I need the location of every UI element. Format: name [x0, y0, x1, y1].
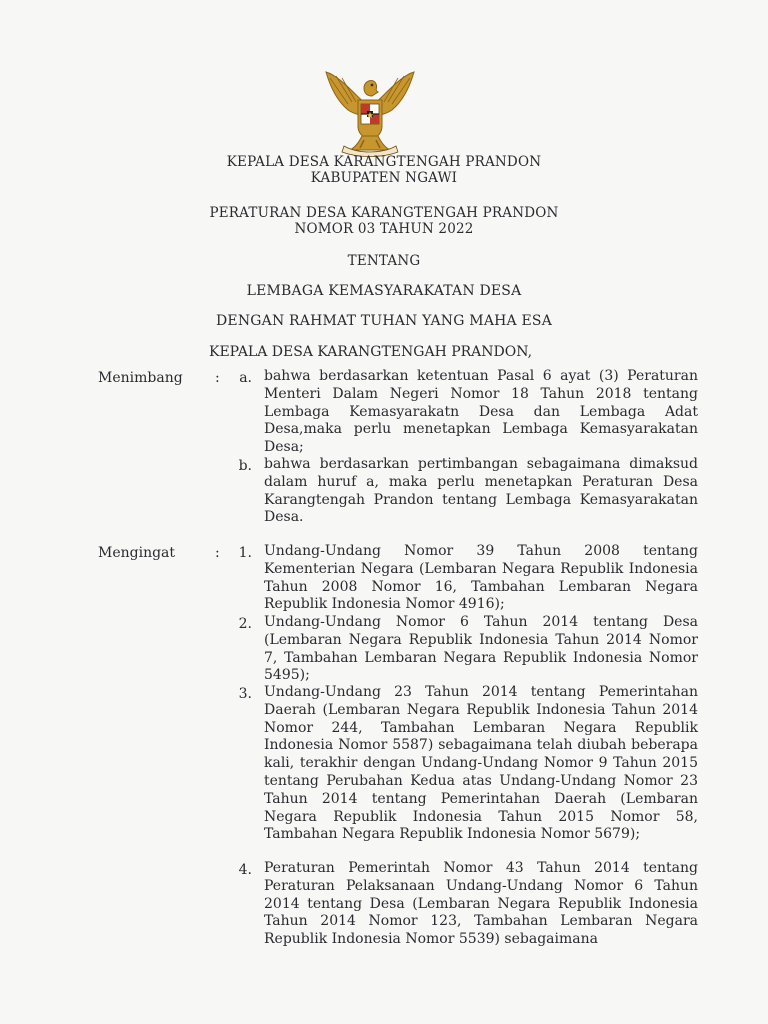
regulation-heading	[0, 205, 768, 237]
mengingat-colon: :	[215, 545, 220, 561]
mengingat-item-2: Undang-Undang Nomor 6 Tahun 2014 tentang Desa (Lembaran Negara Republik Indonesia Tahun 2014 Nomor 7, Tambahan Lembaran Negara Republik Indonesia Nomor 5495);	[264, 614, 698, 684]
menimbang-colon: :	[215, 370, 220, 386]
menimbang-item-num-a: a.	[239, 370, 252, 386]
mengingat-item-num-1: 1.	[238, 545, 252, 561]
subject-heading: LEMBAGA KEMASYARAKATAN DESA	[246, 283, 522, 299]
mengingat-item-num-4: 4.	[238, 862, 252, 878]
mengingat-item-num-2: 2.	[238, 616, 252, 632]
menimbang-item-num-b: b.	[238, 458, 252, 474]
menimbang-item-b: bahwa berdasarkan pertimbangan sebagaimana dimaksud dalam huruf a, maka perlu menetapkan Peraturan Desa Karangtengah Prandon tentang Lembaga Kemasyarakatan Desa.	[264, 456, 698, 526]
mengingat-item-num-3: 3.	[238, 686, 252, 702]
garuda-emblem-icon	[318, 66, 422, 158]
about-heading: TENTANG	[347, 253, 421, 269]
regulation-line-2: NOMOR 03 TAHUN 2022	[294, 221, 474, 237]
office-line-1: KEPALA DESA KARANGTENGAH PRANDON	[226, 154, 542, 170]
mengingat-item-4: Peraturan Pemerintah Nomor 43 Tahun 2014 tentang Peraturan Pelaksanaan Undang-Undang Nomor 6 Tahun 2014 tentang Desa (Lembaran Negara Republik Indonesia Tahun 2014 Nomor 123, Tambahan Lembaran Negara Republik Indonesia Nomor 5539) sebagaimana	[264, 860, 698, 948]
office-heading	[0, 154, 768, 186]
menimbang-item-a: bahwa berdasarkan ketentuan Pasal 6 ayat (3) Peraturan Menteri Dalam Negeri Nomor 18 Tahun 2018 tentang Lembaga Kemasyarakatn Desa dan Lembaga Adat Desa,maka perlu menetapkan Lembaga Kemasyarakatan Desa;	[264, 368, 698, 456]
mengingat-label: Mengingat	[98, 545, 176, 561]
grace-heading: DENGAN RAHMAT TUHAN YANG MAHA ESA	[215, 313, 553, 329]
office-line-2: KABUPATEN NGAWI	[310, 170, 458, 186]
regulation-line-1: PERATURAN DESA KARANGTENGAH PRANDON	[209, 205, 559, 221]
menimbang-label: Menimbang	[98, 370, 183, 386]
head-title: KEPALA DESA KARANGTENGAH PRANDON,	[209, 344, 533, 360]
mengingat-item-3: Undang-Undang 23 Tahun 2014 tentang Pemerintahan Daerah (Lembaran Negara Republik Indonesia Tahun 2014 Nomor 244, Tambahan Lembaran Negara Republik Indonesia Nomor 5587) sebagaimana telah diubah beberapa kali, terakhir dengan Undang-Undang Nomor 9 Tahun 2015 tentang Perubahan Kedua atas Undang-Undang Nomor 23 Tahun 2014 tentang Pemerintahan Daerah (Lembaran Negara Republik Indonesia Tahun 2015 Nomor 58, Tambahan Negara Republik Indonesia Nomor 5679);	[264, 684, 698, 843]
mengingat-item-1: Undang-Undang Nomor 39 Tahun 2008 tentang Kementerian Negara (Lembaran Negara Republik Indonesia Tahun 2008 Nomor 16, Tambahan Lembaran Negara Republik Indonesia Nomor 4916);	[264, 543, 698, 613]
